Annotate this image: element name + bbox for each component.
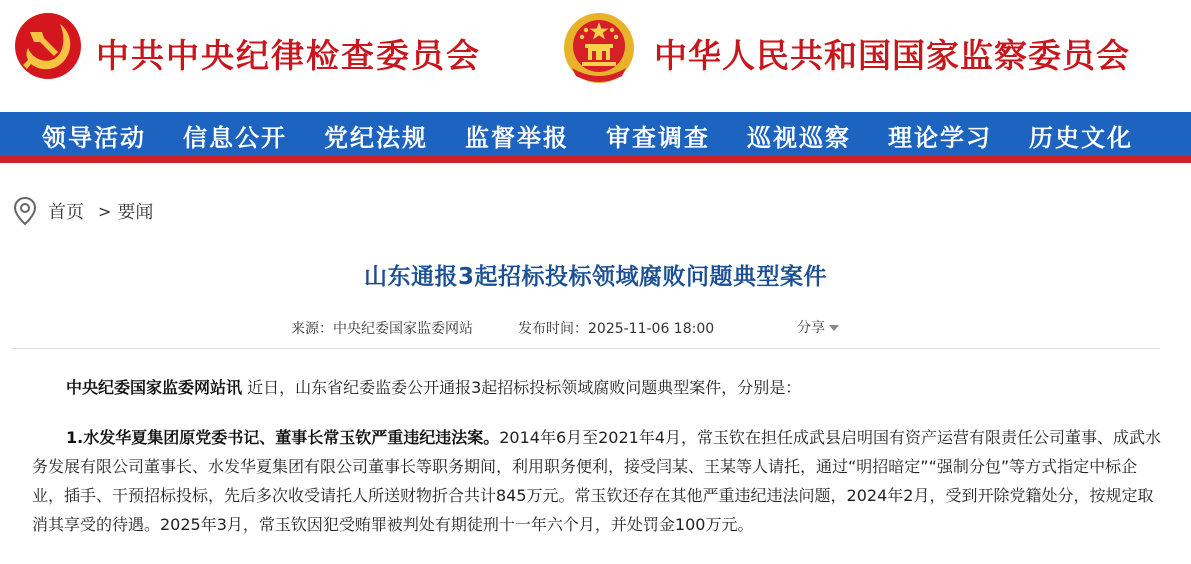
nav-item-party-regulations[interactable]: 党纪法规 (324, 123, 428, 152)
nav-item-report[interactable]: 监督举报 (465, 123, 569, 152)
article-title: 山东通报3起招标投标领域腐败问题典型案件 (363, 264, 827, 290)
national-commission-title[interactable]: 中华人民共和国国家监察委员会 (654, 36, 1130, 75)
nav-red-stripe (0, 156, 1191, 163)
nav-item-theory[interactable]: 理论学习 (888, 123, 992, 152)
breadcrumb-separator: > (98, 201, 112, 221)
article-source (291, 318, 473, 338)
cpc-commission-title[interactable]: 中共中央纪律检查委员会 (96, 36, 481, 75)
nav-item-leadership[interactable]: 领导活动 (42, 123, 146, 152)
date-value: 2025-11-06 18:00 (588, 321, 715, 337)
article-date (518, 318, 714, 338)
share-button[interactable] (797, 317, 839, 337)
intro-paragraph (32, 373, 1162, 402)
nav-item-info-disclosure[interactable]: 信息公开 (183, 123, 287, 152)
site-header (0, 0, 1191, 112)
breadcrumb-home-link[interactable]: 首页 (48, 202, 84, 223)
share-label: 分享 (797, 320, 825, 336)
intro-text: 近日，山东省纪委监委公开通报3起招标投标领域腐败问题典型案件，分别是： (242, 378, 802, 397)
nav-item-investigation[interactable]: 审查调查 (606, 123, 710, 152)
breadcrumb-current-link[interactable]: 要闻 (117, 202, 154, 223)
main-nav (0, 112, 1191, 156)
case-1-lead: 1.水发华夏集团原党委书记、董事长常玉钦严重违纪违法案。 (66, 428, 500, 447)
source-value: 中央纪委国家监委网站 (333, 321, 473, 337)
location-pin-icon (12, 196, 38, 226)
national-emblem-icon[interactable] (562, 10, 636, 86)
intro-lead: 中央纪委国家监委网站讯 (66, 378, 243, 397)
source-label: 来源： (291, 321, 333, 337)
nav-item-history[interactable]: 历史文化 (1029, 123, 1133, 152)
meta-divider (12, 348, 1160, 349)
case-1-text: 2014年6月至2021年4月，常玉钦在担任成武县启明国有资产运营有限责任公司董事、成武水务发展有限公司董事长、水发华夏集团有限公司董事长等职务期间，利用职务便利，接受闫某、王某等人请托，通过“明招暗定”“强制分包”等方式指定中标企业，插手、干预招标投标，先后多次收受请托人所送财物折合共计845万元。常玉钦还存在其他严重违纪违法问题，2024年2月，受到开除党籍处分，按规定取消其享受的待遇。2025年3月，常玉钦因犯受贿罪被判处有期徒刑十一年六个月，并处罚金100万元。 (32, 428, 1162, 534)
case-1-paragraph (32, 423, 1162, 539)
chevron-down-icon (829, 325, 839, 331)
breadcrumb (12, 196, 153, 226)
nav-item-inspection[interactable]: 巡视巡察 (747, 123, 851, 152)
date-label: 发布时间： (518, 321, 588, 337)
party-emblem-icon[interactable] (14, 12, 82, 80)
